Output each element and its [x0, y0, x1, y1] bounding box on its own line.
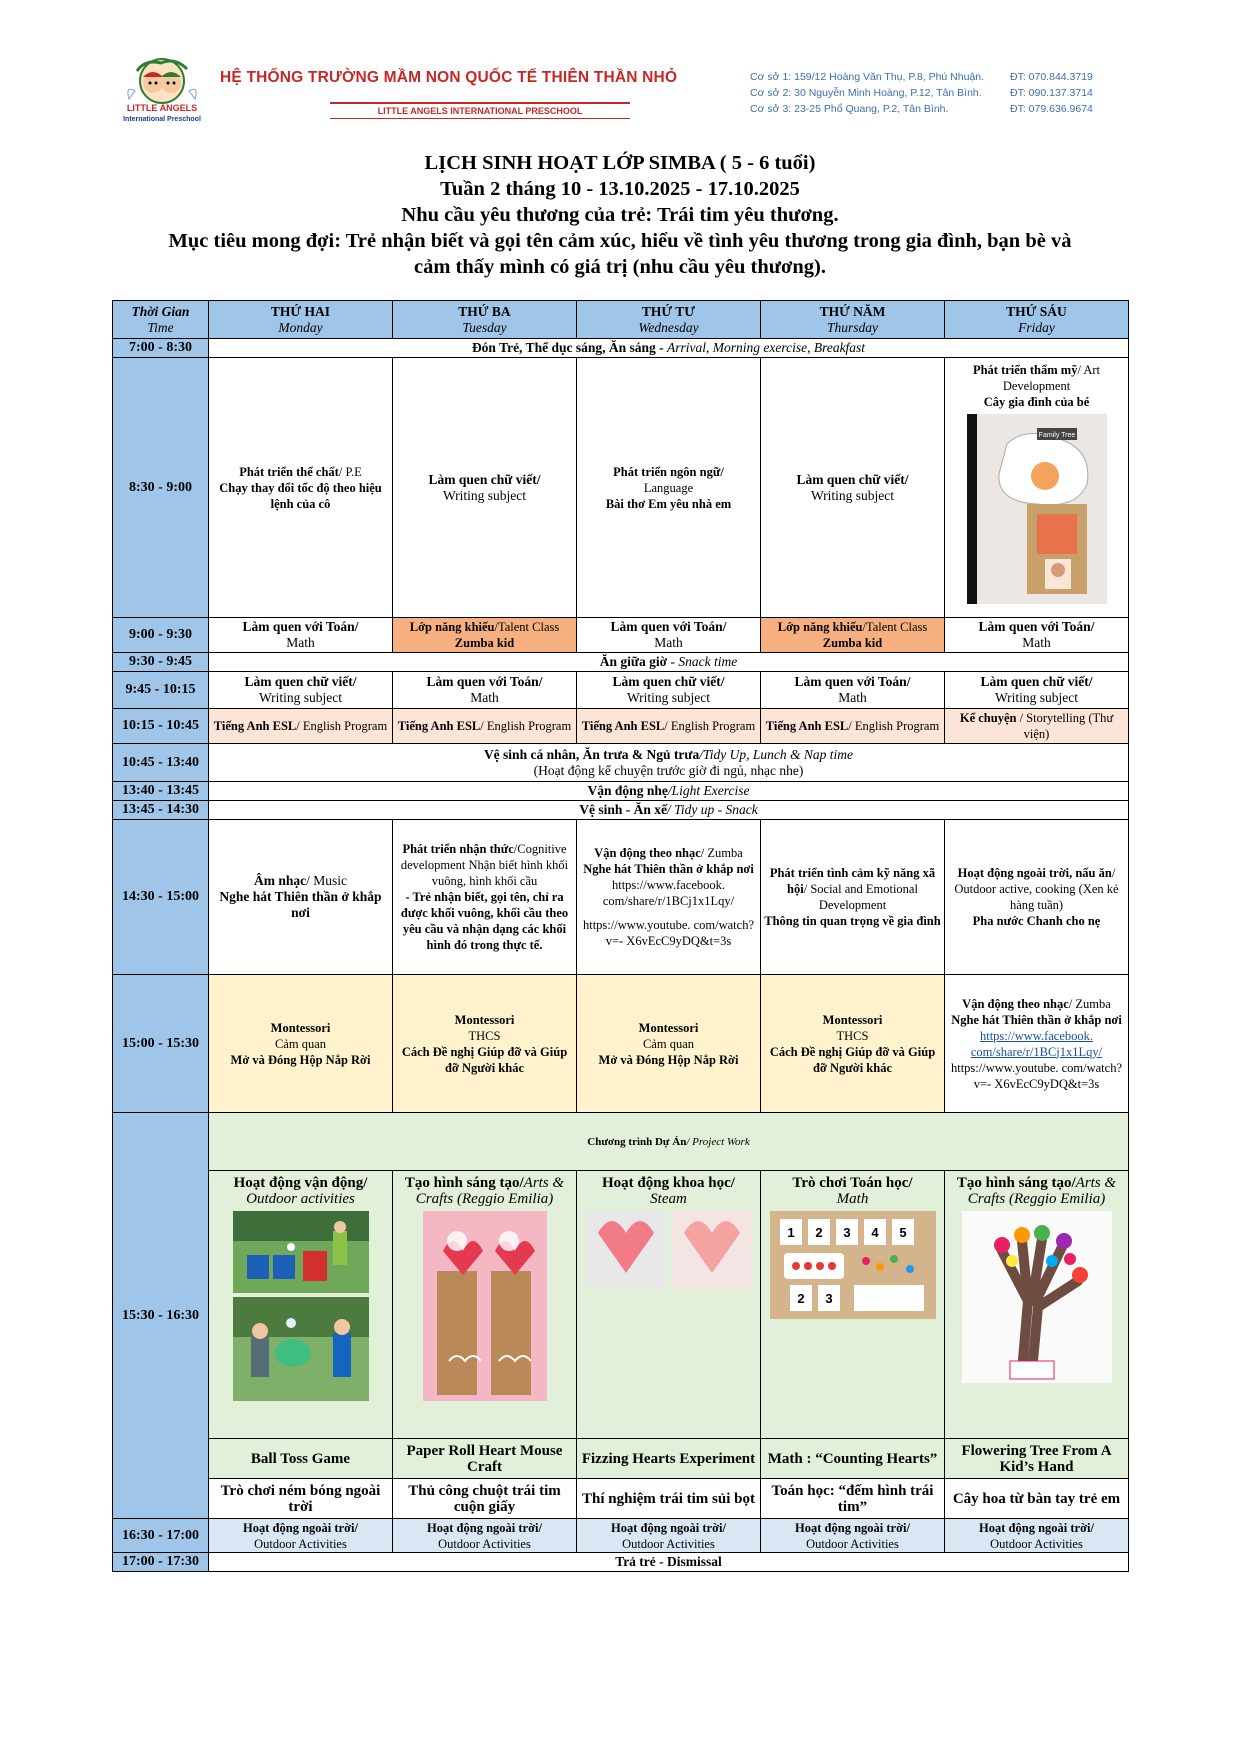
time-cell: 13:45 - 14:30 [113, 801, 209, 820]
row-1340 [113, 782, 1129, 801]
phone-1: ĐT: 070.844.3719 [1010, 71, 1093, 83]
day-header-monday: THỨ HAI Monday [209, 301, 393, 339]
time-cell: 9:45 - 10:15 [113, 672, 209, 709]
wednesday-1500: Montessori Cảm quan Mở và Đóng Hộp Nắp Rời [577, 975, 761, 1113]
friday-0945: Làm quen chữ viết/ Writing subject [945, 672, 1129, 709]
school-logo [115, 55, 210, 125]
campus-3: Cơ sở 3: 23-25 Phổ Quang, P.2, Tân Bình. [750, 103, 949, 115]
wednesday-1630: Hoạt động ngoài trời/ Outdoor Activities [577, 1519, 761, 1553]
monday-1500: Montessori Cảm quan Mở và Đóng Hộp Nắp Rời [209, 975, 393, 1113]
friday-1500: Vận động theo nhạc/ Zumba Nghe hát Thiên thần ở khắp nơi https://www.facebook. com/share/r/1BCj1x1Lqy/ https://www.youtube. com/watch?v=- X6vEcC9yDQ&t=3s [945, 975, 1129, 1113]
monday-0830: Phát triển thể chất/ P.E Chạy thay đổi tốc độ theo hiệu lệnh của cô [209, 358, 393, 618]
school-name: HỆ THỐNG TRƯỜNG MẦM NON QUỐC TẾ THIÊN THẦN NHỎ [220, 69, 678, 86]
friday-1430: Hoạt động ngoài trời, nấu ăn/ Outdoor active, cooking (Xen kẻ hàng tuần) Pha nước Chanh cho nẹ [945, 820, 1129, 975]
youtube-link[interactable]: https://www.youtube. com/watch?v=- X6vEcC9yDQ&t=3s [582, 918, 755, 948]
ball-toss-photo-2 [233, 1297, 369, 1401]
tuesday-project: Tạo hình sáng tạo/Arts & Crafts (Reggio Emilia) [393, 1171, 577, 1439]
day-header-friday: THỨ SÁU Friday [945, 301, 1129, 339]
svg-text:4: 4 [870, 1225, 879, 1240]
monday-project-vi: Trò chơi ném bóng ngoài trời [209, 1479, 393, 1519]
tuesday-1630: Hoạt động ngoài trời/ Outdoor Activities [393, 1519, 577, 1553]
arrival-cell: Đón Trẻ, Thể dục sáng, Ăn sáng - Arrival, Morning exercise, Breakfast [209, 339, 1129, 358]
youtube-link[interactable]: https://www.youtube. com/watch?v=- X6vEcC9yDQ&t=3s [950, 1060, 1123, 1091]
time-cell: 8:30 - 9:00 [113, 358, 209, 618]
title-line-3: Nhu cầu yêu thương của trẻ: Trái tim yêu thương. [401, 204, 839, 226]
tuesday-0945: Làm quen với Toán/ Math [393, 672, 577, 709]
hand-tree-craft-image [962, 1211, 1112, 1383]
row-1530-activities [113, 1171, 1129, 1439]
schedule-title [100, 150, 1140, 280]
row-1530-names [113, 1439, 1129, 1479]
wednesday-project-name: Fizzing Hearts Experiment [577, 1439, 761, 1479]
family-tree-craft-image [967, 414, 1107, 604]
thursday-1630: Hoạt động ngoài trời/ Outdoor Activities [761, 1519, 945, 1553]
monday-0900: Làm quen với Toán/ Math [209, 618, 393, 653]
row-0900 [113, 618, 1129, 653]
row-1045 [113, 744, 1129, 782]
facebook-link[interactable]: https://www.facebook. com/share/r/1BCj1x1Lqy/ [602, 878, 735, 908]
ball-toss-photo-1 [233, 1211, 369, 1293]
title-line-2: Tuần 2 tháng 10 - 13.10.2025 - 17.10.2025 [440, 178, 800, 200]
thursday-project-vi: Toán học: “đếm hình trái tim” [761, 1479, 945, 1519]
row-1345 [113, 801, 1129, 820]
schedule-table [112, 300, 1129, 1572]
time-header: Thời Gian Time [113, 301, 209, 339]
time-cell: 15:30 - 16:30 [113, 1113, 209, 1519]
friday-project: Tạo hình sáng tạo/Arts & Crafts (Reggio Emilia) [945, 1171, 1129, 1439]
wednesday-0900: Làm quen với Toán/ Math [577, 618, 761, 653]
row-1015 [113, 709, 1129, 744]
time-cell: 14:30 - 15:00 [113, 820, 209, 975]
svg-text:3: 3 [842, 1225, 851, 1240]
phone-2: ĐT: 090.137.3714 [1010, 87, 1093, 99]
thursday-1015: Tiếng Anh ESL/ English Program [761, 709, 945, 744]
letterhead [110, 55, 1140, 125]
thursday-0945: Làm quen với Toán/ Math [761, 672, 945, 709]
wednesday-project-vi: Thí nghiệm trái tim sủi bọt [577, 1479, 761, 1519]
monday-0945: Làm quen chữ viết/ Writing subject [209, 672, 393, 709]
day-header-wednesday: THỨ TƯ Wednesday [577, 301, 761, 339]
time-cell: 13:40 - 13:45 [113, 782, 209, 801]
phone-3: ĐT: 079.636.9674 [1010, 103, 1093, 115]
tuesday-0830: Làm quen chữ viết/ Writing subject [393, 358, 577, 618]
monday-project: Hoạt động vận động/ Outdoor activities [209, 1171, 393, 1439]
friday-0830: Phát triển thẩm mỹ/ Art Development Cây gia đình của bé Family Tree [945, 358, 1129, 618]
row-1530-vietnamese [113, 1479, 1129, 1519]
campus-1: Cơ sở 1: 159/12 Hoàng Văn Thụ, P.8, Phú Nhuận. [750, 71, 985, 83]
friday-1630: Hoạt động ngoài trời/ Outdoor Activities [945, 1519, 1129, 1553]
wednesday-0945: Làm quen chữ viết/ Writing subject [577, 672, 761, 709]
campus-2: Cơ sở 2: 30 Nguyễn Minh Hoàng, P.12, Tân Bình. [750, 87, 982, 99]
light-exercise-cell: Vận động nhẹ/Light Exercise [209, 782, 1129, 801]
svg-text:3: 3 [824, 1291, 833, 1306]
fizzing-hearts-image [586, 1211, 752, 1289]
monday-1630: Hoạt động ngoài trời/ Outdoor Activities [209, 1519, 393, 1553]
monday-1015: Tiếng Anh ESL/ English Program [209, 709, 393, 744]
friday-0900: Làm quen với Toán/ Math [945, 618, 1129, 653]
tuesday-project-name: Paper Roll Heart Mouse Craft [393, 1439, 577, 1479]
thursday-0900: Lớp năng khiếu/Talent Class Zumba kid [761, 618, 945, 653]
project-work-header: Chương trình Dự Án/ Project Work [209, 1113, 1129, 1171]
wednesday-0830: Phát triển ngôn ngữ/ Language Bài thơ Em yêu nhà em [577, 358, 761, 618]
title-line-1: LỊCH SINH HOẠT LỚP SIMBA ( 5 - 6 tuổi) [424, 152, 816, 174]
friday-project-name: Flowering Tree From A Kid’s Hand [945, 1439, 1129, 1479]
time-cell: 16:30 - 17:00 [113, 1519, 209, 1553]
tuesday-0900: Lớp năng khiếu/Talent Class Zumba kid [393, 618, 577, 653]
thursday-1430: Phát triển tình cảm kỹ năng xã hội/ Social and Emotional Development Thông tin quan trọng về gia đình [761, 820, 945, 975]
row-1630 [113, 1519, 1129, 1553]
campus-addresses [750, 69, 984, 117]
table-header-row [113, 301, 1129, 339]
tuesday-1015: Tiếng Anh ESL/ English Program [393, 709, 577, 744]
time-cell: 9:00 - 9:30 [113, 618, 209, 653]
tuesday-1430: Phát triển nhận thức/Cognitive development Nhận biết hình khối vuông, hình khối cầu - Trẻ nhận biết, gọi tên, chỉ ra được khối vuông, khối cầu theo yêu cầu và nhận dạng các khối hình đó trong thực tế. [393, 820, 577, 975]
svg-text:5: 5 [898, 1225, 907, 1240]
time-cell: 9:30 - 9:45 [113, 653, 209, 672]
wednesday-1430: Vận động theo nhạc/ Zumba Nghe hát Thiên thần ở khắp nơi https://www.facebook. com/share/r/1BCj1x1Lqy/ https://www.youtube. com/watch?v=- X6vEcC9yDQ&t=3s [577, 820, 761, 975]
day-header-thursday: THỨ NĂM Thursday [761, 301, 945, 339]
monday-1430: Âm nhạc/ Music Nghe hát Thiên thần ở khắp nơi [209, 820, 393, 975]
svg-text:LITTLE ANGELS: LITTLE ANGELS [126, 103, 198, 113]
wednesday-project: Hoạt động khoa học/ Steam [577, 1171, 761, 1439]
row-1500 [113, 975, 1129, 1113]
svg-text:2: 2 [796, 1291, 805, 1306]
facebook-link[interactable]: https://www.facebook. com/share/r/1BCj1x1Lqy/ [970, 1028, 1103, 1059]
time-cell: 17:00 - 17:30 [113, 1553, 209, 1572]
title-line-5: cảm thấy mình có giá trị (nhu cầu yêu thương). [413, 256, 827, 278]
wednesday-1015: Tiếng Anh ESL/ English Program [577, 709, 761, 744]
tidy-snack-cell: Vệ sinh - Ăn xế/ Tidy up - Snack [209, 801, 1129, 820]
row-1430 [113, 820, 1129, 975]
svg-text:1: 1 [786, 1225, 795, 1240]
tuesday-project-vi: Thủ công chuột trái tim cuộn giấy [393, 1479, 577, 1519]
row-0930 [113, 653, 1129, 672]
school-name-english: LITTLE ANGELS INTERNATIONAL PRESCHOOL [330, 102, 630, 119]
time-cell: 15:00 - 15:30 [113, 975, 209, 1113]
tuesday-1500: Montessori THCS Cách Đề nghị Giúp đỡ và Giúp đỡ Người khác [393, 975, 577, 1113]
row-0700 [113, 339, 1129, 358]
monday-project-name: Ball Toss Game [209, 1439, 393, 1479]
thursday-1500: Montessori THCS Cách Đề nghị Giúp đỡ và Giúp đỡ Người khác [761, 975, 945, 1113]
time-cell: 10:45 - 13:40 [113, 744, 209, 782]
svg-text:Family Tree: Family Tree [1038, 432, 1075, 439]
title-line-4: Mục tiêu mong đợi: Trẻ nhận biết và gọi tên cảm xúc, hiểu về tình yêu thương trong gia đình, bạn bè và [168, 230, 1072, 252]
friday-project-vi: Cây hoa từ bàn tay trẻ em [945, 1479, 1129, 1519]
lunch-nap-cell: Vệ sinh cá nhân, Ăn trưa & Ngủ trưa/Tidy Up, Lunch & Nap time (Hoạt động kể chuyện trước giờ đi ngủ, nhạc nhe) [209, 744, 1129, 782]
phone-numbers [1010, 69, 1093, 117]
counting-hearts-image [770, 1211, 936, 1319]
day-header-tuesday: THỨ BA Tuesday [393, 301, 577, 339]
dismissal-cell: Trả trẻ - Dismissal [209, 1553, 1129, 1572]
row-0830 [113, 358, 1129, 618]
heart-mouse-craft-image [423, 1211, 547, 1401]
time-cell: 7:00 - 8:30 [113, 339, 209, 358]
snack-cell: Ăn giữa giờ - Snack time [209, 653, 1129, 672]
svg-text:2: 2 [814, 1225, 823, 1240]
row-0945 [113, 672, 1129, 709]
thursday-project-name: Math : “Counting Hearts” [761, 1439, 945, 1479]
thursday-0830: Làm quen chữ viết/ Writing subject [761, 358, 945, 618]
thursday-project: Trò chơi Toán học/ Math 1 2 3 4 5 2 3 [761, 1171, 945, 1439]
svg-text:International Preschool: International Preschool [123, 116, 201, 123]
row-1530-project [113, 1113, 1129, 1171]
time-cell: 10:15 - 10:45 [113, 709, 209, 744]
friday-1015: Kể chuyện / Storytelling (Thư viện) [945, 709, 1129, 744]
row-1700 [113, 1553, 1129, 1572]
